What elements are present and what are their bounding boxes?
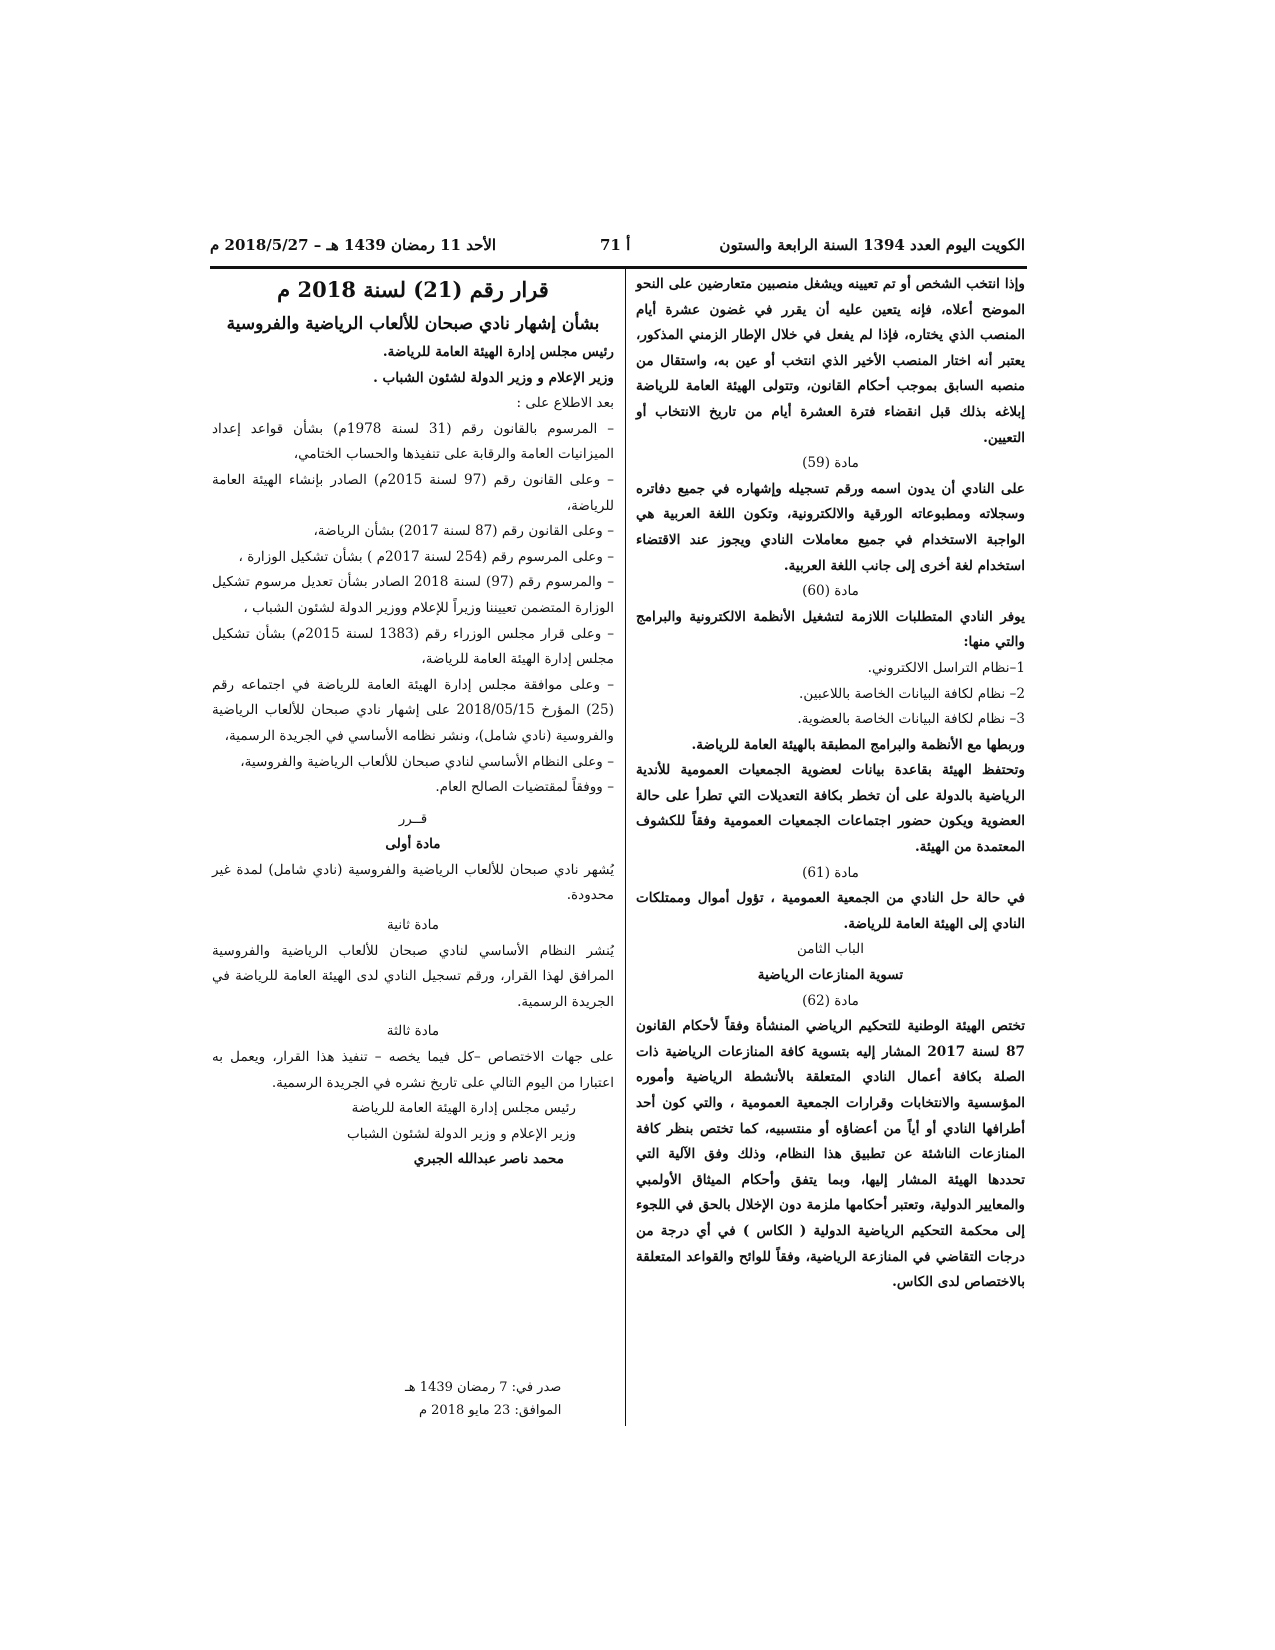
preamble-item: – ووفقاً لمقتضيات الصالح العام. bbox=[435, 779, 614, 796]
article-2-text: يُنشر النظام الأساسي لنادي صبحان للألعاب الرياضية والفروسية المرافق لهذا القرار، ورقم تسجيل النادي لدى الهيئة العامة للرياضة في الجريدة الرسمية. bbox=[212, 942, 614, 1010]
preamble-item: – وعلى المرسوم رقم (254 لسنة 2017م ) بشأن تشكيل الوزارة ، bbox=[238, 548, 614, 565]
article-59-text: على النادي أن يدون اسمه ورقم تسجيله وإشهاره في جميع دفاتره وسجلاته ومطبوعاته الورقية والالكترونية، وتكون اللغة العربية هي الواجبة الاستخدام في جميع معاملات النادي ويجوز عند الاقتضاء استخدام لغة أخرى إلى جانب اللغة العربية. bbox=[636, 480, 1025, 574]
article-2-title: مادة ثانية bbox=[386, 917, 440, 934]
article-61-text: في حالة حل النادي من الجمعية العمومية ، تؤول أموال وممتلكات النادي إلى الهيئة العامة للرياضة. bbox=[636, 890, 1025, 932]
signature-name: محمد ناصر عبدالله الجبري bbox=[413, 1151, 564, 1168]
issued-on: صدر في: 7 رمضان 1439 هـ bbox=[405, 1380, 562, 1395]
signature-title-1: رئيس مجلس إدارة الهيئة العامة للرياضة bbox=[351, 1100, 576, 1117]
article-1-title: مادة أولى bbox=[385, 836, 441, 853]
issue-date: الأحد 11 رمضان 1439 هـ – 2018/5/27 م bbox=[210, 236, 497, 254]
issue-block bbox=[405, 1376, 561, 1422]
article-3-text: على جهات الاختصاص –كل فيما يخصه – تنفيذ هذا القرار، ويعمل به اعتبارا من اليوم التالي على تاريخ نشره في الجريدة الرسمية. bbox=[212, 1049, 614, 1091]
signature-title-2: وزير الإعلام و وزير الدولة لشئون الشباب bbox=[347, 1125, 576, 1142]
article-62-text: تختص الهيئة الوطنية للتحكيم الرياضي المنشأة وفقاً لأحكام القانون 87 لسنة 2017 المشار إليه بتسوية كافة المنازعات الرياضية ذات الصلة بكافة أعمال النادي المتعلقة بالأنشطة الرياضية وأموره المؤسسية والانتخابات وقرارات الجمعية العمومية ، والتي كون أحد أطرافها النادي أو أياً من أعضاؤه أو منتسبيه، كما تختص بنظر كافة المنازعات الناشئة عن تطبيق هذا النظام، وذلك وفق الآلية التي تحددها الهيئة المشار إليها، وبما يتفق وأحكام الميثاق الأولمبي والمعايير الدولية، وتعتبر أحكامها ملزمة دون الإخلال بالحق في اللجوء إلى محكمة التحكيم الرياضية الدولية ( الكاس ) في أي درجة من درجات التقاضي في المنازعة الرياضية، وفقاً للوائح والقواعد المتعلقة بالاختصاص لدى الكاس. bbox=[636, 1018, 1025, 1291]
preamble-item: – وعلى النظام الأساسي لنادي صبحان للألعاب الرياضية والفروسية، bbox=[240, 753, 614, 770]
article-62-title: مادة (62) bbox=[802, 992, 859, 1009]
article-61-title: مادة (61) bbox=[802, 864, 859, 881]
article-1-text: يُشهر نادي صبحان للألعاب الرياضية والفروسية (نادي شامل) لمدة غير محدودة. bbox=[212, 861, 614, 904]
page-header bbox=[210, 236, 1025, 262]
list-item: 2– نظام لكافة البيانات الخاصة باللاعبين. bbox=[799, 685, 1025, 702]
chapter-subtitle: تسوية المنازعات الرياضية bbox=[757, 967, 904, 984]
list-item: 3– نظام لكافة البيانات الخاصة بالعضوية. bbox=[797, 711, 1025, 728]
preamble-item: – والمرسوم رقم (97) لسنة 2018 الصادر بشأن تعديل مرسوم تشكيل الوزارة المتضمن تعييننا وزيراً للإعلام ووزير الدولة لشئون الشباب ، bbox=[212, 574, 614, 616]
publication-info: الكويت اليوم العدد 1394 السنة الرابعة والستون bbox=[719, 236, 1025, 254]
issuer-1: رئيس مجلس إدارة الهيئة العامة للرياضة. bbox=[382, 344, 614, 360]
chapter-title: الباب الثامن bbox=[796, 941, 865, 958]
preamble-item: – وعلى موافقة مجلس إدارة الهيئة العامة للرياضة في اجتماعه رقم (25) المؤرخ 2018/05/15 على إشهار نادي صبحان للألعاب الرياضية والفروسية (نادي شامل)، ونشر نظامه الأساسي في الجريدة الرسمية، bbox=[212, 676, 614, 744]
decided-heading: قــرر bbox=[398, 810, 428, 827]
opening-paragraph: وإذا انتخب الشخص أو تم تعيينه ويشغل منصبين متعارضين على النحو الموضح أعلاه، فإنه يتعين عليه أن يقرر في غضون عشرة أيام المنصب الذي يختاره، فإذا لم يفعل في خلال الإطار الزمني المذكور، يعتبر أنه اختار المنصب الأخير الذي انتخب أو عين به، واستقال من منصبه السابق بموجب أحكام القانون، وتتولى الهيئة العامة للرياضة إبلاغه بذلك قبل انقضاء فترة العشرة أيام من تاريخ الانتخاب أو التعيين. bbox=[636, 276, 1025, 446]
page-number: أ 71 bbox=[600, 236, 631, 254]
corresponding-date: الموافق: 23 مايو 2018 م bbox=[418, 1403, 562, 1418]
decision-title: قرار رقم (21) لسنة 2018 م bbox=[277, 277, 549, 302]
issuer-2: وزير الإعلام و وزير الدولة لشئون الشباب . bbox=[373, 369, 614, 386]
article-60-text: وتحتفظ الهيئة بقاعدة بيانات لعضوية الجمعيات العمومية للأندية الرياضية بالدولة على أن تخطر بكافة التعديلات التي تطرأ على حالة العضوية ويكون حضور اجتماعات الجمعيات العمومية وفقاً للكشوف المعتمدة من الهيئة. bbox=[636, 762, 1025, 856]
right-column bbox=[636, 272, 1025, 1296]
article-3-title: مادة ثالثة bbox=[386, 1023, 440, 1040]
preamble-item: – وعلى القانون رقم (87 لسنة 2017) بشأن الرياضة، bbox=[313, 523, 614, 540]
left-column bbox=[212, 272, 614, 1173]
preamble-item: – وعلى القانون رقم (97 لسنة 2015م) الصادر بإنشاء الهيئة العامة للرياضة، bbox=[212, 471, 614, 514]
article-60-link: وربطها مع الأنظمة والبرامج المطبقة بالهيئة العامة للرياضة. bbox=[691, 736, 1025, 753]
list-item: 1–نظام التراسل الالكتروني. bbox=[867, 659, 1025, 676]
article-59-title: مادة (59) bbox=[802, 455, 859, 472]
article-60-intro: يوفر النادي المتطلبات اللازمة لتشغيل الأنظمة الالكترونية والبرامج والتي منها: bbox=[636, 608, 1025, 651]
header-rule bbox=[210, 266, 1027, 269]
preamble-item: – وعلى قرار مجلس الوزراء رقم (1383 لسنة 2015م) بشأن تشكيل مجلس إدارة الهيئة العامة للرياضة، bbox=[212, 625, 615, 668]
preamble-item: – المرسوم بالقانون رقم (31 لسنة 1978م) بشأن قواعد إعداد الميزانيات العامة والرقابة على تنفيذها والحساب الختامي، bbox=[212, 420, 614, 463]
column-divider bbox=[625, 268, 626, 1426]
article-60-title: مادة (60) bbox=[802, 583, 859, 600]
article-60-list bbox=[636, 656, 1025, 733]
after-review: بعد الاطلاع على : bbox=[516, 395, 614, 412]
decision-subject: بشأن إشهار نادي صبحان للألعاب الرياضية والفروسية bbox=[226, 314, 600, 334]
